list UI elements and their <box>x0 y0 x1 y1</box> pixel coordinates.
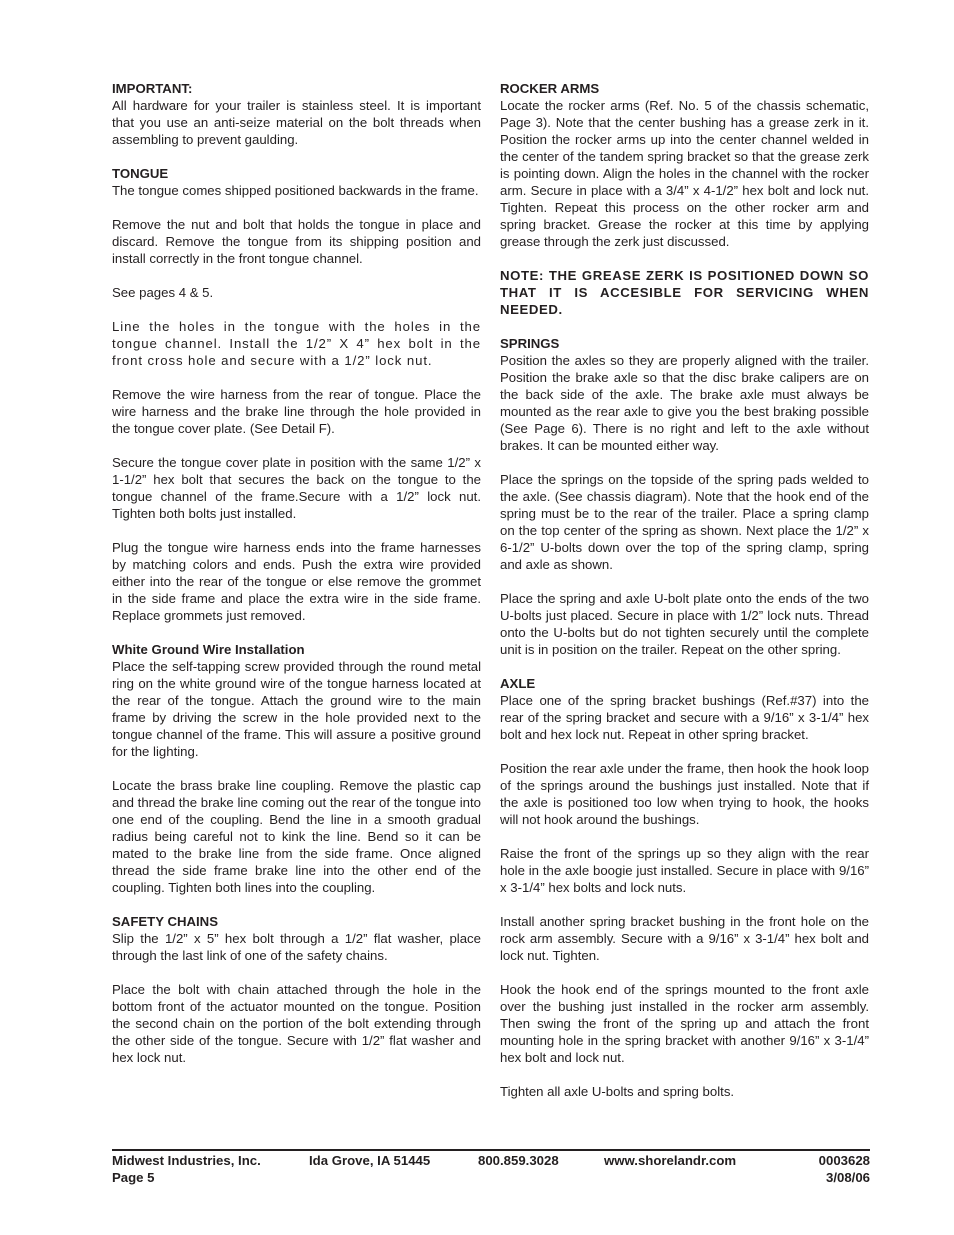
footer-city: Ida Grove, IA 51445 <box>309 1153 431 1168</box>
paragraph: Remove the nut and bolt that holds the tongue in place and discard. Remove the tongue from its shipping position and install correctly in the front tongue channel. <box>112 217 481 266</box>
paragraph: Place the spring and axle U-bolt plate onto the ends of the two U-bolts just placed. Secure in place with 1/2” lock nuts. Thread onto the U-bolts but do not tighten securely until the complete unit is in position on the trailer. Repeat on the other spring. <box>500 591 869 657</box>
note-grease-zerk: NOTE: THE GREASE ZERK IS POSITIONED DOWN SO THAT IT IS ACCESIBLE FOR SERVICING WHEN NEEDED. <box>500 268 869 317</box>
paragraph: Locate the rocker arms (Ref. No. 5 of the chassis schematic, Page 3). Note that the center bushing has a grease zerk in it. Position the rocker arms up into the center channel welded in the center of the tandem spring bracket so that the grease zerk is pointing down. Align the holes in the channel with the rocker arm. Secure in place with a 3/4” x 4-1/2” hex bolt and lock nut. Tighten. Repeat this process on the other rocker arm and spring bracket. Grease the rocker at this time by applying grease through the zerk just discussed. <box>500 98 869 249</box>
heading-rocker-arms: ROCKER ARMS <box>500 81 600 96</box>
footer-website: www.shorelandr.com <box>604 1153 737 1168</box>
heading-safety-chains: SAFETY CHAINS <box>112 914 219 929</box>
heading-axle: AXLE <box>500 676 536 691</box>
paragraph: Raise the front of the springs up so they align with the rear hole in the axle boogie just installed. Secure in place with 9/16” x 3-1/4” hex bolts and lock nuts. <box>500 846 869 895</box>
right-column <box>500 80 869 1117</box>
footer-date: 3/08/06 <box>826 1170 870 1185</box>
heading-tongue: TONGUE <box>112 166 169 181</box>
paragraph: Plug the tongue wire harness ends into the frame harnesses by matching colors and ends. Push the extra wire provided either into the rear of the tongue or else remove the grommet in the side frame and place the extra wire in the side frame. Replace grommets just removed. <box>112 540 481 623</box>
paragraph: Tighten all axle U-bolts and spring bolts. <box>500 1084 735 1099</box>
heading-white-ground-wire: White Ground Wire Installation <box>112 642 305 657</box>
paragraph: Remove the wire harness from the rear of tongue. Place the wire harness and the brake line through the hole provided in the tongue cover plate. (See Detail F). <box>112 387 481 436</box>
paragraph: Place the bolt with chain attached through the hole in the bottom front of the actuator mounted on the tongue. Position the second chain on the portion of the bolt extending through the other side of the tongue. Secure with 1/2” flat washer and hex lock nut. <box>112 982 481 1065</box>
paragraph: All hardware for your trailer is stainless steel. It is important that you use an anti-seize material on the bolt threads when assembling to prevent gaulding. <box>112 98 481 147</box>
footer-page-number: Page 5 <box>112 1170 155 1185</box>
paragraph: See pages 4 & 5. <box>112 285 214 300</box>
paragraph: Place the self-tapping screw provided through the round metal ring on the white ground wire of the tongue harness located at the rear of the tongue. Attach the ground wire to the main frame by driving the screw in the hole provided next to the tongue channel of the frame. This will assure a positive ground for the lighting. <box>112 659 481 759</box>
paragraph: Position the rear axle under the frame, then hook the hook loop of the springs around the bushings just installed. Note that if the axle is positioned too low when trying to hook, the hooks will not hook around the bushings. <box>500 761 869 827</box>
heading-springs: SPRINGS <box>500 336 560 351</box>
paragraph: Place the springs on the topside of the spring pads welded to the axle. (See chassis diagram). Note that the hook end of the spring must be to the rear of the trailer. Place a spring clamp on the top center of the spring as shown. Next place the 1/2” x 6-1/2” U-bolts down over the top of the spring clamp, spring and axle as shown. <box>500 472 869 572</box>
footer-company: Midwest Industries, Inc. <box>112 1153 261 1168</box>
paragraph: Place one of the spring bracket bushings (Ref.#37) into the rear of the spring bracket and secure with a 9/16” x 3-1/4” hex bolt and hex lock nut. Repeat in other spring bracket. <box>500 693 869 742</box>
footer-rule <box>112 1149 870 1151</box>
paragraph: Slip the 1/2” x 5” hex bolt through a 1/2” flat washer, place through the last link of one of the safety chains. <box>112 931 481 963</box>
paragraph: Line the holes in the tongue with the holes in the tongue channel. Install the 1/2” X 4” hex bolt in the front cross hole and secure with a 1/2” lock nut. <box>112 319 481 368</box>
paragraph: Locate the brass brake line coupling. Remove the plastic cap and thread the brake line coming out the rear of the tongue into one end of the coupling. Bend the line in a smooth gradual radius being careful not to kink the line. Bend so it can be mated to the brake line from the side frame. Once aligned thread the side frame brake line into the other end of the coupling. Tighten both lines into the coupling. <box>112 778 481 895</box>
paragraph: The tongue comes shipped positioned backwards in the frame. <box>112 183 479 198</box>
left-column <box>112 80 481 1083</box>
paragraph: Secure the tongue cover plate in position with the same 1/2” x 1-1/2” hex bolt that secures the back on the tongue to the tongue channel of the frame.Secure with a 1/2” lock nut. Tighten both bolts just installed. <box>112 455 481 521</box>
paragraph: Install another spring bracket bushing in the front hole on the rock arm assembly. Secure with a 9/16” x 3-1/4” hex bolt and lock nut. Tighten. <box>500 914 869 963</box>
paragraph: Position the axles so they are properly aligned with the trailer. Position the brake axle so that the disc brake calipers are on the back side of the axle. The brake axle must always be mounted as the rear axle to give you the best braking possible (See Page 6). There is no right and left to the axle without brakes. It can be mounted either way. <box>500 353 869 453</box>
footer-doc-number: 0003628 <box>818 1153 870 1168</box>
footer-phone: 800.859.3028 <box>478 1153 559 1168</box>
heading-important: IMPORTANT: <box>112 81 193 96</box>
paragraph: Hook the hook end of the springs mounted to the front axle over the bushing just installed in the rocker arm assembly. Then swing the front of the spring up and attach the front mounting hole in the spring bracket with another 9/16” x 3-1/4” hex bolt and lock nut. <box>500 982 869 1065</box>
